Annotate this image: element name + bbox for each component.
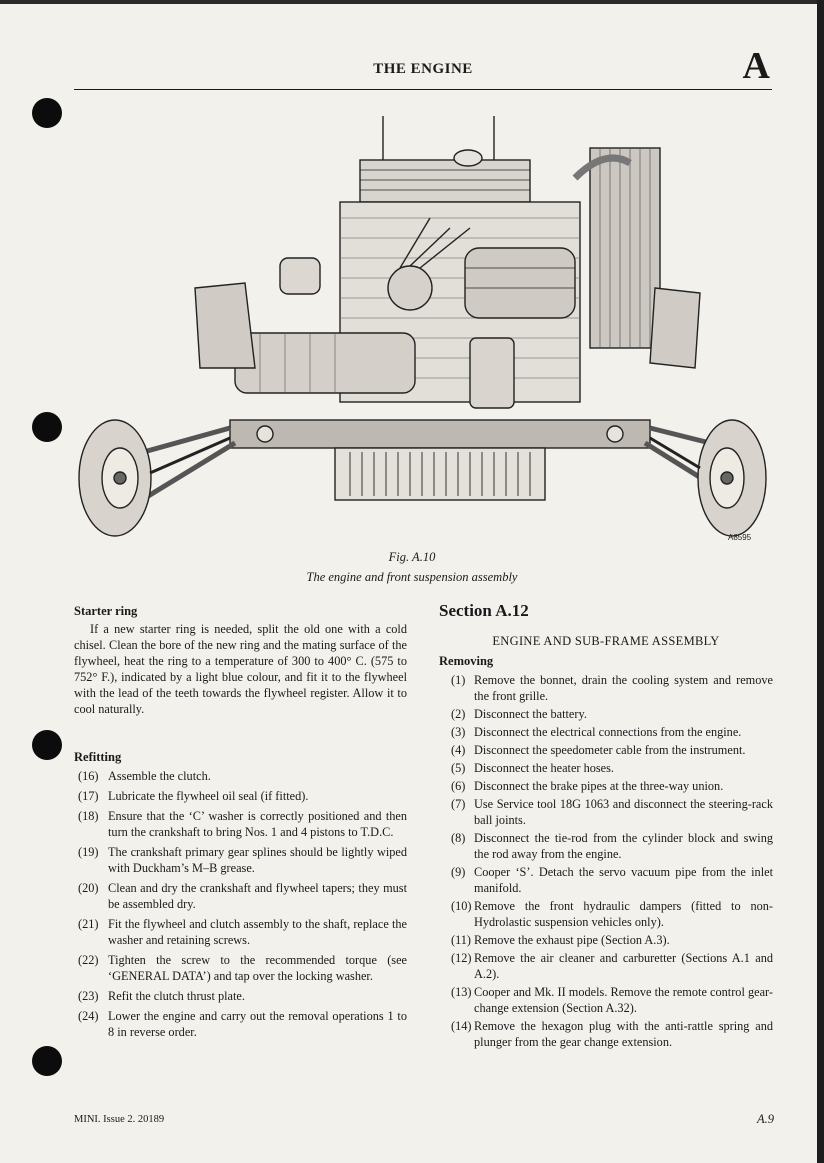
binder-hole bbox=[32, 730, 62, 760]
list-item: (3) Disconnect the electrical connections from the engine. bbox=[451, 725, 742, 739]
page-number: A.9 bbox=[756, 1112, 774, 1126]
list-item: (6) Disconnect the brake pipes at the three-way union. bbox=[451, 779, 724, 793]
list-item: (23) Refit the clutch thrust plate. bbox=[78, 989, 245, 1003]
binder-hole bbox=[32, 1046, 62, 1076]
list-item: (4) Disconnect the speedometer cable from the instrument. bbox=[451, 743, 746, 757]
section-title: Section A.12 bbox=[439, 601, 529, 620]
list-item: (8) Disconnect the tie-rod from the cylinder block and swing the rod away from the engine. bbox=[451, 831, 773, 861]
list-item: (12) Remove the air cleaner and carburetter (Sections A.1 and A.2). bbox=[451, 951, 773, 981]
list-item: (9) Cooper ‘S’. Detach the servo vacuum pipe from the inlet manifold. bbox=[451, 865, 773, 895]
removing-steps bbox=[439, 672, 773, 1050]
footer-issue: MINI. Issue 2. 20189 bbox=[74, 1114, 165, 1125]
list-item: (21) Fit the flywheel and clutch assembly to the shaft, replace the washer and retaining screws. bbox=[78, 917, 407, 947]
list-item: (24) Lower the engine and carry out the removal operations 1 to 8 in reverse order. bbox=[78, 1009, 407, 1039]
list-item: (14) Remove the hexagon plug with the anti-rattle spring and plunger from the gear change extension. bbox=[451, 1019, 773, 1049]
engine-illustration bbox=[70, 108, 770, 548]
right-column bbox=[439, 603, 773, 1052]
starter-ring-text: If a new starter ring is needed, split the old one with a cold chisel. Clean the bore of the new ring and the mating surface of the flywheel, heat the ring to a temperature of 300 to 400° C. (575 to 752° F.), indicated by a light blue colour, and fit it to the flywheel with the lead of the teeth towards the flywheel register. Allow it to cool naturally. bbox=[74, 622, 407, 716]
figure-ref-code: A8595 bbox=[728, 533, 752, 542]
list-item: (16) Assemble the clutch. bbox=[78, 769, 211, 783]
refitting-steps bbox=[74, 768, 407, 1040]
left-column bbox=[74, 603, 407, 1044]
figure-caption: The engine and front suspension assembly bbox=[306, 570, 518, 584]
section-subtitle: ENGINE AND SUB-FRAME ASSEMBLY bbox=[492, 634, 720, 648]
list-item: (11) Remove the exhaust pipe (Section A.3). bbox=[451, 933, 670, 947]
figure-label: Fig. A.10 bbox=[388, 550, 436, 564]
removing-heading: Removing bbox=[439, 654, 494, 668]
page-header bbox=[74, 44, 772, 90]
list-item: (10) Remove the front hydraulic dampers (fitted to non-Hydrolastic suspension vehicles only). bbox=[451, 899, 773, 929]
list-item: (22) Tighten the screw to the recommended torque (see ‘GENERAL DATA’) and tap over the locking washer. bbox=[78, 953, 407, 983]
list-item: (7) Use Service tool 18G 1063 and disconnect the steering-rack ball joints. bbox=[451, 797, 773, 827]
page-title: THE ENGINE bbox=[373, 61, 473, 77]
list-item: (2) Disconnect the battery. bbox=[451, 707, 587, 721]
list-item: (1) Remove the bonnet, drain the cooling system and remove the front grille. bbox=[451, 673, 773, 703]
section-letter: A bbox=[742, 45, 770, 87]
binder-hole bbox=[32, 412, 62, 442]
starter-ring-heading: Starter ring bbox=[74, 604, 138, 618]
list-item: (5) Disconnect the heater hoses. bbox=[451, 761, 614, 775]
list-item: (20) Clean and dry the crankshaft and flywheel tapers; they must be assembled dry. bbox=[78, 881, 407, 911]
list-item: (19) The crankshaft primary gear splines should be lightly wiped with Duckham’s M–B grease. bbox=[78, 845, 407, 875]
page-top-edge bbox=[0, 0, 824, 4]
refitting-heading: Refitting bbox=[74, 750, 122, 764]
list-item: (13) Cooper and Mk. II models. Remove the remote control gear-change extension (Section A.32). bbox=[451, 985, 773, 1015]
list-item: (17) Lubricate the flywheel oil seal (if fitted). bbox=[78, 789, 309, 803]
list-item: (18) Ensure that the ‘C’ washer is correctly positioned and then turn the crankshaft to bring Nos. 1 and 4 pistons to T.D.C. bbox=[78, 809, 407, 839]
binder-hole bbox=[32, 98, 62, 128]
